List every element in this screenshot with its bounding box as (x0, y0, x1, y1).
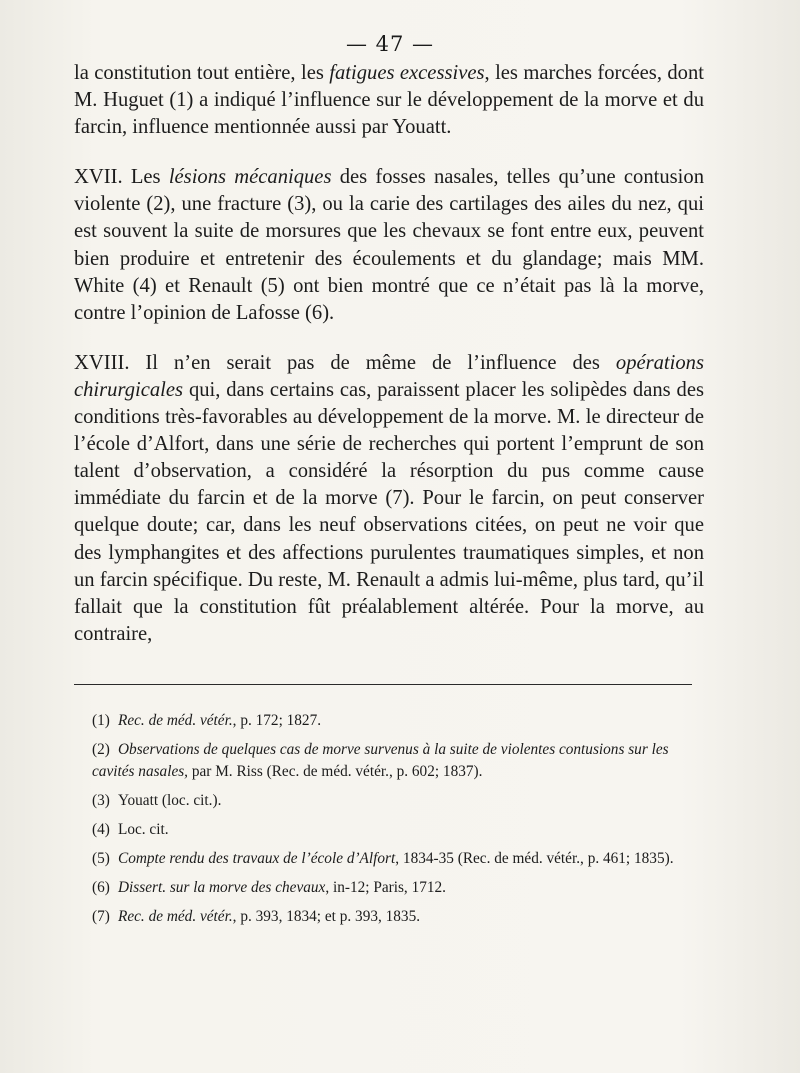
footnote-4: (4) Loc. cit. (92, 821, 169, 838)
footnote-6: (6) Dissert. sur la morve des chevaux, in-12; Paris, 1712. (92, 879, 447, 896)
footnote-5: (5) Compte rendu des travaux de l’école d’Alfort, 1834-35 (Rec. de méd. vétér., p. 461; 1835). (92, 850, 674, 867)
paragraph-xvii: XVII. Les lésions mécaniques des fosses nasales, telles qu’une contusion violente (2), une fracture (3), ou la carie des cartilages des ailes du nez, qui est souvent la suite de morsures que les chevaux se font entre eux, peuvent bien produire et entretenir des écoulements et du glandage; mais MM. White (4) et Renault (5) ont bien montré que ce n’était pas là la morve, contre l’opinion de Lafosse (6). (74, 166, 704, 324)
footnote-divider (74, 684, 692, 685)
footnote-2: (2) Observations de quelques cas de morve survenus à la suite de violentes contusions sur les cavités nasales, par M. Riss (Rec. de méd. vétér., p. 602; 1837). (92, 741, 669, 780)
page-number: — 47 — (345, 32, 435, 56)
footnote-3: (3) Youatt (loc. cit.). (92, 792, 222, 809)
paragraph-constitution: la constitution tout entière, les fatigues excessives, les marches forcées, dont M. Huguet (1) a indiqué l’influence sur le développement de la morve et du farcin, influence mentionnée aussi par Youatt. (74, 62, 704, 139)
main-text (74, 60, 704, 648)
footnotes (92, 710, 690, 935)
footnote-7: (7) Rec. de méd. vétér., p. 393, 1834; et p. 393, 1835. (92, 908, 421, 925)
footnote-1: (1) Rec. de méd. vétér., p. 172; 1827. (92, 712, 322, 729)
paragraph-xviii: XVIII. Il n’en serait pas de même de l’influence des opérations chirurgicales qui, dans certains cas, paraissent placer les solipèdes dans des conditions très-favorables au développement de la morve. M. le directeur de l’école d’Alfort, dans une série de recherches qui portent l’emprunt de son talent d’observation, a considéré la résorption du pus comme cause immédiate du farcin et de la morve (7). Pour le farcin, on peut conserver quelque doute; car, dans les neuf observations citées, on peut ne voir que des lymphangites et des affections purulentes traumatiques simples, et non un farcin spécifique. Du reste, M. Renault a admis lui-même, plus tard, qu’il fallait que la constitution fût préalablement altérée. Pour la morve, au contraire, (74, 351, 704, 645)
